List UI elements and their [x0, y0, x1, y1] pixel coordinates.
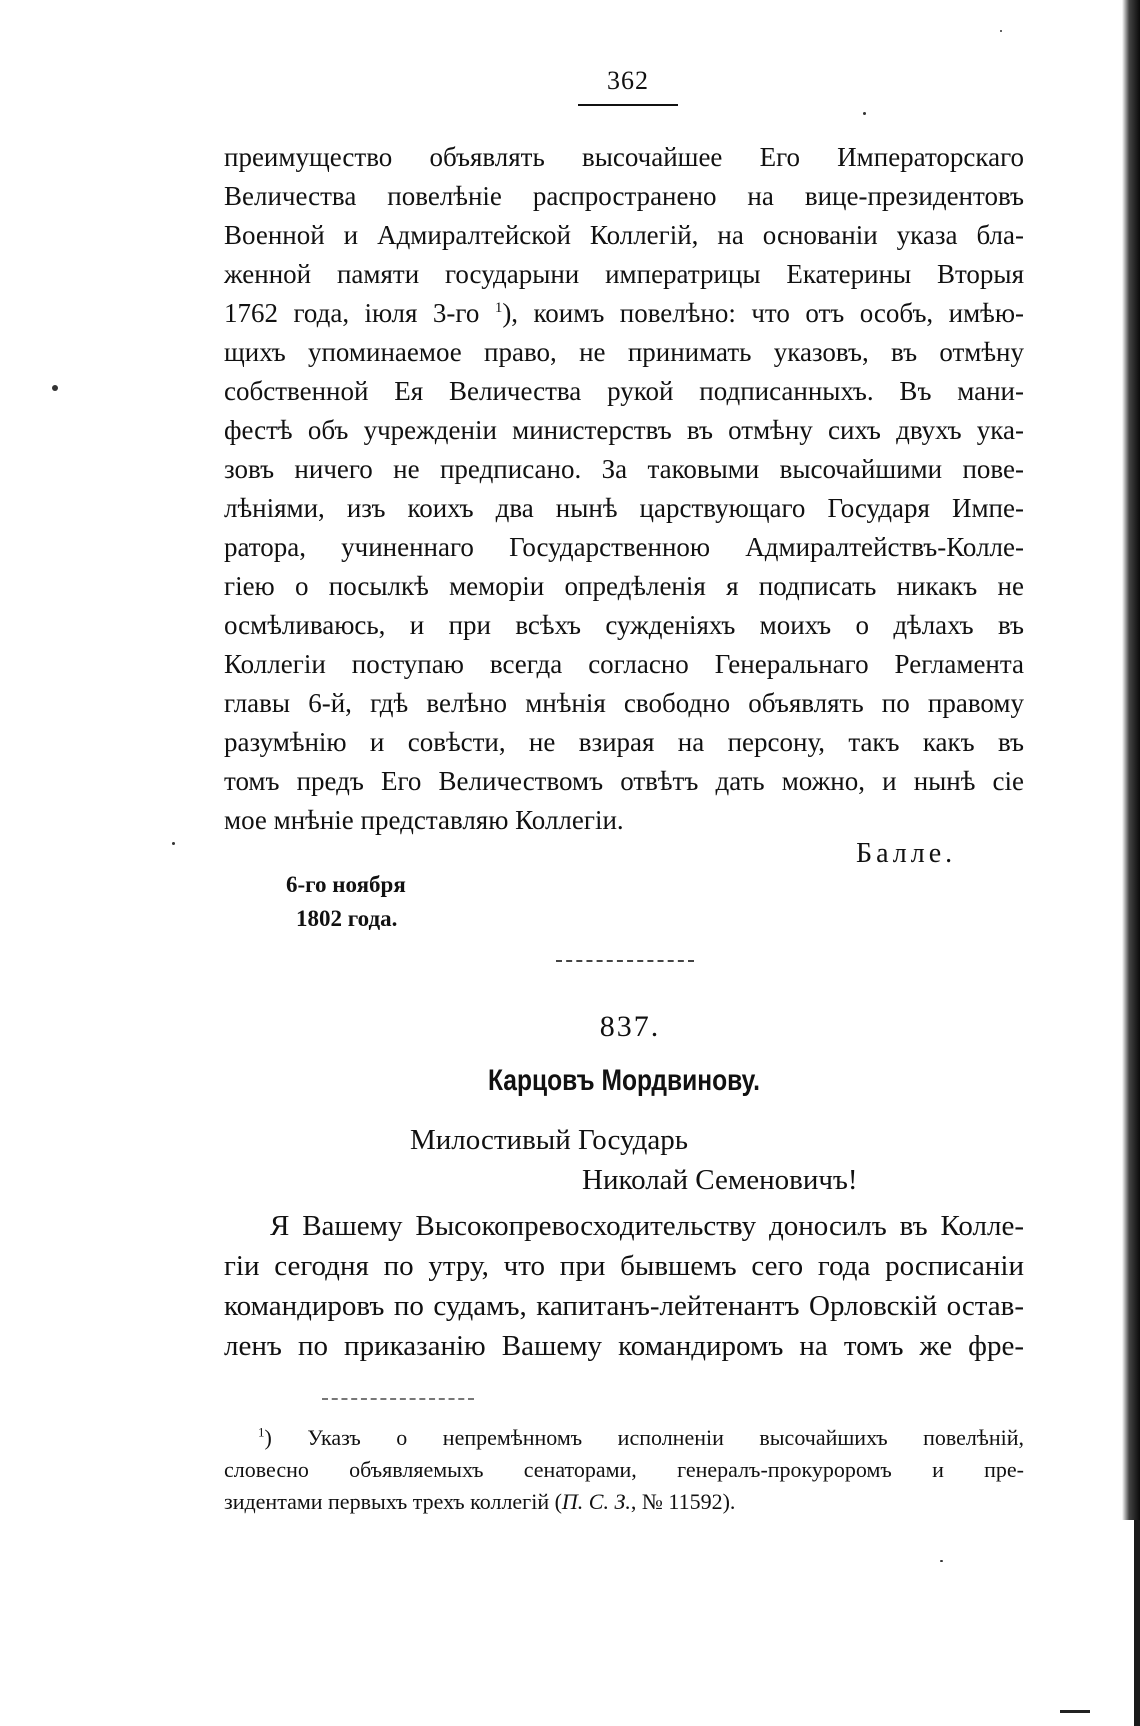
salutation-line: Милостивый Государь — [410, 1124, 688, 1156]
body-line: гіею о посылкѣ меморіи опредѣленія я подписать никакъ не — [224, 571, 1024, 601]
letter-line: Я Вашему Высокопревосходительству доносилъ въ Колле- — [270, 1210, 1024, 1242]
footnote — [224, 1422, 1024, 1518]
footnote-reference: 1 — [494, 300, 503, 316]
date-line: 1802 года. — [296, 906, 398, 931]
footnote-marker: 1 — [258, 1424, 265, 1440]
salutation-line: Николай Семеновичъ! — [582, 1164, 858, 1196]
scan-speck — [863, 112, 866, 115]
page-number: 362 — [607, 66, 649, 95]
letter-line: командировъ по судамъ, капитанъ-лейтенантъ Орловскій остав- — [224, 1290, 1024, 1322]
signature: Балле. — [856, 838, 957, 869]
body-line: Военной и Адмиралтейской Коллегій, на основаніи указа бла- — [224, 220, 1024, 250]
footnote-citation: П. С. З. — [561, 1489, 631, 1514]
body-line: томъ предъ Его Величествомъ отвѣтъ дать можно, и нынѣ сіе — [224, 766, 1024, 796]
page-number-rule — [578, 104, 678, 106]
body-line: женной памяти государыни императрицы Екатерины Вторыя — [224, 259, 1024, 289]
scan-mark — [1060, 1710, 1090, 1713]
body-line: Величества повелѣніе распространено на вице-президентовъ — [224, 181, 1024, 211]
body-line: разумѣнію и совѣсти, не взирая на персону, такъ какъ въ — [224, 727, 1024, 757]
body-line: главы 6-й, гдѣ велѣно мнѣнія свободно объявлять по правому — [224, 688, 1024, 718]
page-edge-shadow — [1122, 0, 1140, 1520]
letter-paragraph — [224, 1206, 1024, 1366]
body-line-with-footnote — [224, 294, 1024, 333]
letter-heading: Карцовъ Мордвинову. — [487, 1064, 760, 1097]
scan-speck — [52, 385, 58, 391]
scan-speck — [940, 1560, 943, 1562]
footnote-line: зидентами первыхъ трехъ коллегій (П. С. З., № 11592). — [224, 1489, 736, 1514]
body-line: мое мнѣніе представляю Коллегіи. — [224, 805, 624, 835]
scan-speck — [172, 842, 175, 845]
scan-speck — [1000, 30, 1002, 32]
body-line: фестѣ объ учрежденіи министерствъ въ отмѣну сихъ двухъ ука- — [224, 415, 1024, 445]
footnote-line: $^1$) Указъ о непремѣнномъ исполненіи высочайшихъ повелѣній, — [258, 1424, 1024, 1450]
section-separator — [556, 960, 694, 962]
letter-line: гіи сегодня по утру, что при бывшемъ сего года росписаніи — [224, 1250, 1024, 1282]
footnote-line: словесно объявляемыхъ сенаторами, генералъ-прокуроромъ и пре- — [224, 1457, 1024, 1482]
body-line-tail: ), коимъ повелѣно: что отъ особъ, имѣю- — [502, 298, 1025, 328]
body-line: щихъ упоминаемое право, не принимать указовъ, въ отмѣну — [224, 337, 1024, 367]
footnote-separator — [322, 1398, 474, 1400]
date-block — [286, 868, 406, 936]
body-line-start: 1762 года, іюля 3-го — [224, 298, 480, 328]
body-line: собственной Ея Величества рукой подписанныхъ. Въ мани- — [224, 376, 1024, 406]
body-line: зовъ ничего не предписано. За таковыми высочайшими пове- — [224, 454, 1024, 484]
page-edge-shadow-lower — [1134, 1520, 1140, 1726]
body-line: лѣніями, изъ коихъ два нынѣ царствующаго Государя Импе- — [224, 493, 1024, 523]
document-number: 837. — [599, 1010, 661, 1043]
date-line: 6-го ноября — [286, 872, 406, 897]
body-line: преимущество объявлять высочайшее Его Императорскаго — [224, 142, 1024, 172]
body-line: ратора, учиненнаго Государственною Адмиралтействъ-Колле- — [224, 532, 1024, 562]
letter-line: ленъ по приказанію Вашему командиромъ на томъ же фре- — [224, 1330, 1024, 1362]
body-line: Коллегіи поступаю всегда согласно Генеральнаго Регламента — [224, 649, 1024, 679]
body-line: осмѣливаюсь, и при всѣхъ сужденіяхъ моихъ о дѣлахъ въ — [224, 610, 1024, 640]
body-paragraph — [224, 138, 1024, 840]
